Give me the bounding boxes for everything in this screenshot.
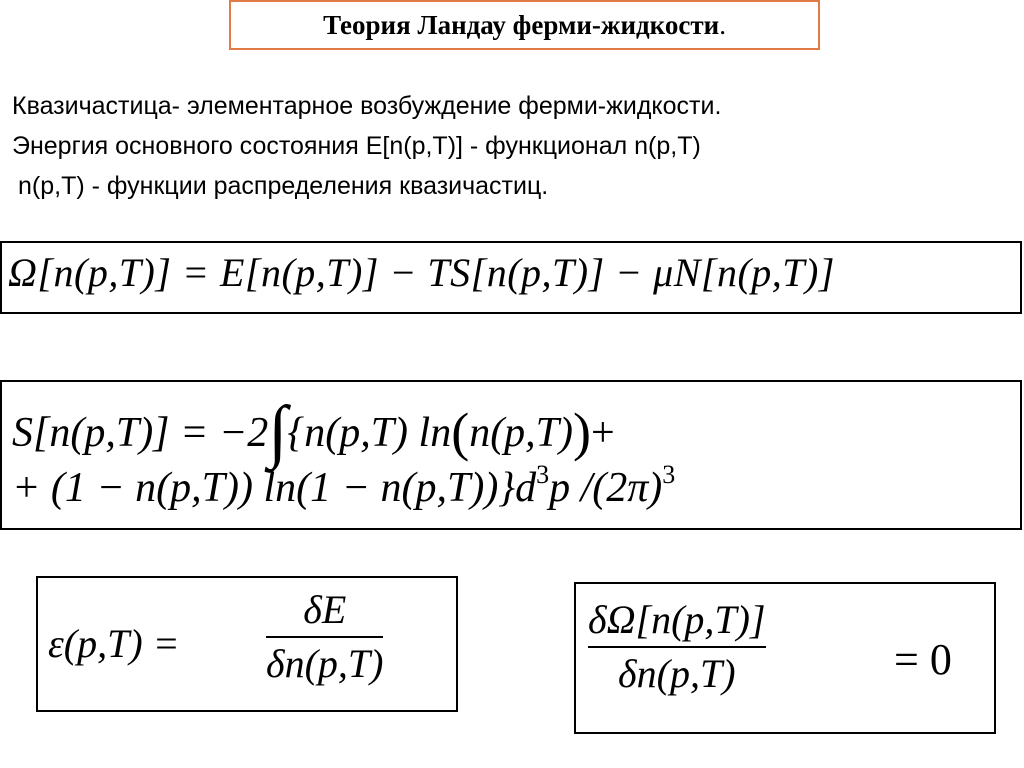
entropy-lhs: S[n(p,T)] = −2 xyxy=(12,410,269,456)
entropy-sup-2pi3: 3 xyxy=(662,460,676,489)
intro-line-ground-energy: Энергия основного состояния E[n(p,T)] - функционал n(p,T) xyxy=(12,132,701,160)
fraction-bar xyxy=(588,646,766,648)
omega-formula-box xyxy=(0,241,1022,314)
paren-close: ) xyxy=(573,402,592,462)
entropy-formula-box xyxy=(0,380,1022,530)
epsilon-lhs: ε(p,T) = xyxy=(48,621,180,666)
paren-open: ( xyxy=(451,402,470,462)
fraction-bar xyxy=(266,636,383,638)
entropy-formula-line2 xyxy=(12,460,675,512)
intro-line-quasiparticle: Квазичастица- элементарное возбуждение ферми-жидкости. xyxy=(12,92,722,120)
variation-numerator: δΩ[n(p,T)] xyxy=(588,597,766,642)
variation-formula-box xyxy=(574,582,996,734)
slide-title xyxy=(229,0,820,50)
epsilon-numerator: δE xyxy=(303,587,347,632)
intro-text xyxy=(12,86,721,206)
epsilon-fraction xyxy=(266,588,383,686)
variation-fraction xyxy=(588,598,766,696)
entropy-term1-arg: n(p,T) xyxy=(469,410,574,456)
epsilon-denominator: δn(p,T) xyxy=(266,641,384,686)
slide-title-text: Теория Ландау ферми-жидкости xyxy=(323,9,720,40)
integral-sign: ∫ xyxy=(268,393,288,470)
omega-formula: Ω[n(p,T)] = E[n(p,T)] − TS[n(p,T)] − μN[n(p,T)] xyxy=(8,250,835,295)
entropy-plus: + xyxy=(591,410,615,456)
variation-rhs: = 0 xyxy=(894,635,952,684)
entropy-sup-d3: 3 xyxy=(536,460,550,489)
entropy-term1: {n(p,T) ln xyxy=(287,410,452,456)
variation-denominator: δn(p,T) xyxy=(618,651,736,696)
entropy-term2: + (1 − n(p,T)) ln(1 − n(p,T))}d xyxy=(12,465,537,511)
entropy-measure: p /(2π) xyxy=(549,465,663,511)
intro-line-distribution: n(p,T) - функции распределения квазичастиц. xyxy=(18,172,549,200)
slide-title-period: . xyxy=(719,9,726,40)
epsilon-formula-box xyxy=(36,576,458,712)
